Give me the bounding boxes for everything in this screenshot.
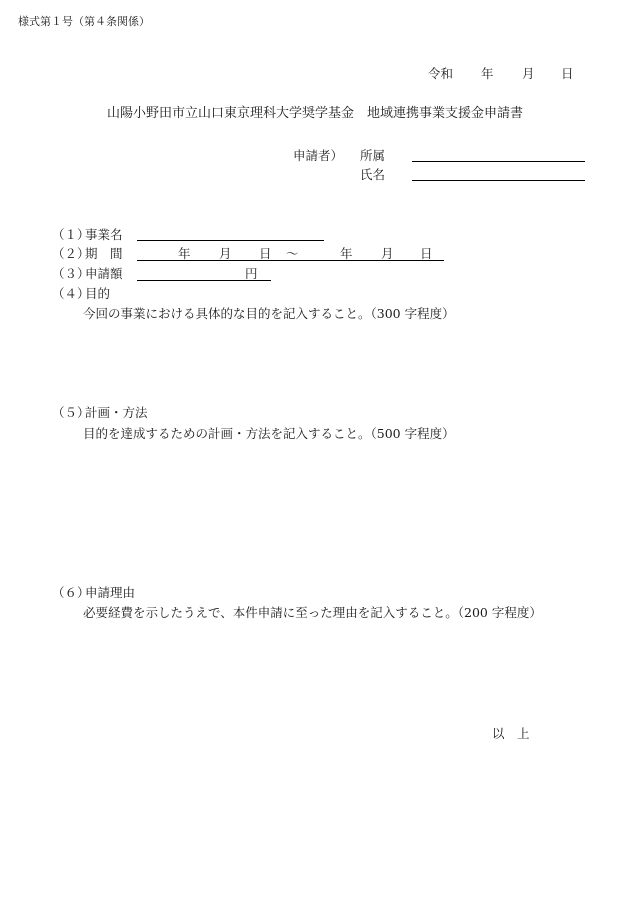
date-era: 令和	[428, 66, 454, 81]
form-number: 様式第１号（第４条関係）	[18, 15, 150, 28]
period-start-year: 年	[178, 246, 191, 261]
amount-field[interactable]	[137, 280, 271, 281]
period-start-day: 日	[259, 246, 272, 261]
affiliation-field[interactable]	[412, 161, 585, 162]
item-number: （２）	[52, 246, 90, 261]
amount-label: 申請額	[85, 266, 123, 281]
plan-instruction: 目的を達成するための計画・方法を記入すること。（500 字程度）	[83, 426, 455, 441]
item-number: （３）	[52, 266, 90, 281]
document-title: 山陽小野田市立山口東京理科大学奨学基金 地域連携事業支援金申請書	[106, 106, 523, 121]
reason-instruction: 必要経費を示したうえで、本件申請に至った理由を記入すること。（200 字程度）	[83, 605, 542, 620]
item-number: （４）	[52, 286, 90, 301]
name-label: 氏名	[360, 167, 386, 182]
applicant-label: 申請者）	[293, 148, 344, 163]
date-day-unit: 日	[561, 66, 574, 81]
period-start-month: 月	[219, 246, 232, 261]
period-field[interactable]	[137, 260, 444, 261]
date-month-unit: 月	[522, 66, 535, 81]
reason-label: 申請理由	[85, 585, 136, 600]
purpose-label: 目的	[85, 286, 111, 301]
period-label: 期 間	[85, 246, 123, 261]
name-field[interactable]	[412, 180, 585, 181]
amount-unit: 円	[245, 266, 258, 281]
affiliation-label: 所属	[360, 148, 386, 163]
project-name-label: 事業名	[85, 227, 123, 242]
closing-mark: 以 上	[492, 726, 530, 741]
item-number: （５）	[52, 405, 90, 420]
item-number: （６）	[52, 585, 90, 600]
date-year-unit: 年	[481, 66, 494, 81]
purpose-instruction: 今回の事業における具体的な目的を記入すること。（300 字程度）	[83, 306, 455, 321]
period-end-day: 日	[420, 246, 433, 261]
plan-label: 計画・方法	[85, 405, 148, 420]
period-end-year: 年	[340, 246, 353, 261]
period-tilde: ～	[286, 246, 299, 261]
item-number: （１）	[52, 227, 90, 242]
project-name-field[interactable]	[137, 240, 324, 241]
period-end-month: 月	[381, 246, 394, 261]
